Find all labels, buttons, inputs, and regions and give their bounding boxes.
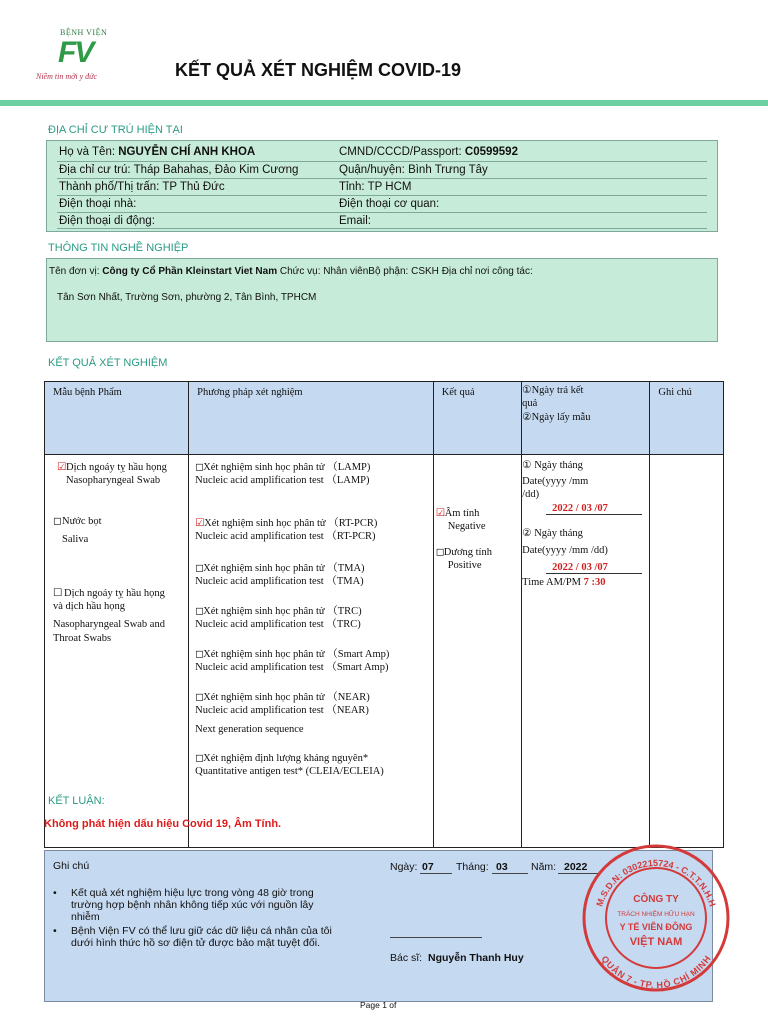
notes-heading: Ghi chú bbox=[53, 860, 90, 872]
stamp-inner-ring bbox=[606, 868, 706, 968]
results-heading: KẾT QUẢ XÉT NGHIỆM bbox=[48, 357, 168, 369]
date2-label: ② Ngày tháng bbox=[522, 528, 583, 539]
method-4-vi: Xét nghiệm sinh học phân tử （Smart Amp) bbox=[203, 649, 390, 660]
note-1-bullet: • bbox=[53, 925, 57, 937]
sample-1-check: ◻ bbox=[53, 516, 62, 527]
mobile-label: Điện thoại di động: bbox=[59, 215, 155, 227]
workplace-label: Địa chỉ nơi công tác: bbox=[441, 266, 533, 277]
position-value: Nhân viên bbox=[323, 266, 369, 277]
month-label: Tháng: bbox=[456, 861, 489, 873]
header-rule bbox=[0, 100, 768, 106]
stamp-line-4: VIỆT NAM bbox=[629, 936, 683, 948]
doctor-label: Bác sĩ: bbox=[390, 952, 423, 964]
time-field bbox=[522, 576, 605, 589]
id-label: CMND/CCCD/Passport: bbox=[339, 146, 462, 158]
sample-0-en: Nasopharyngeal Swab bbox=[66, 475, 161, 486]
method-2-vi: Xét nghiệm sinh học phân tử （TMA) bbox=[203, 563, 365, 574]
header-date1: ①Ngày trả kết bbox=[522, 385, 584, 396]
result-0-en: Negative bbox=[447, 521, 486, 532]
page-title: KẾT QUẢ XÉT NGHIỆM COVID-19 bbox=[175, 60, 462, 80]
sample-2-name2: và dịch hầu họng bbox=[53, 601, 126, 612]
method-5-vi: Xét nghiệm sinh học phân tử （NEAR) bbox=[203, 692, 370, 703]
city-value: TP Thủ Đức bbox=[162, 181, 225, 193]
unit-value: Công ty Cổ Phần Kleinstart Viet Nam bbox=[102, 266, 278, 277]
stamp-line-1: CÔNG TY bbox=[633, 894, 679, 905]
year-value: 2022 bbox=[564, 861, 588, 873]
name-label: Họ và Tên: bbox=[59, 146, 116, 158]
sample-2-check: ☐ bbox=[53, 588, 63, 599]
stamp-ring-bottom-text: QUẬN 7 - TP. HỒ CHÍ MINH bbox=[599, 953, 713, 991]
company-stamp bbox=[580, 842, 732, 994]
method-0-en: Nucleic acid amplification test （LAMP) bbox=[195, 475, 370, 486]
dept-label: Bộ phận: bbox=[368, 266, 409, 277]
time-label: Time AM/PM bbox=[522, 577, 582, 588]
result-1-check: ◻ bbox=[435, 547, 445, 558]
day-label: Ngày: bbox=[390, 861, 418, 873]
date2-format: Date(yyyy /mm /dd) bbox=[522, 545, 608, 556]
date2-value: 2022 / 03 /07 bbox=[552, 562, 608, 573]
header-sample: Mẫu bệnh Phẩm bbox=[53, 387, 122, 398]
logo-mark: FV bbox=[58, 36, 93, 69]
results-header-row bbox=[45, 382, 724, 455]
note-0-l3: nhiễm bbox=[71, 911, 100, 923]
result-0-vi: Âm tính bbox=[444, 508, 480, 519]
time-separator: : bbox=[588, 577, 596, 588]
logo-tagline: Niềm tin mới y đức bbox=[36, 72, 98, 81]
date1-format: Date(yyyy /mm bbox=[522, 476, 589, 487]
id-field bbox=[339, 146, 518, 158]
header-date1b: quả bbox=[522, 398, 538, 409]
method-4-en: Nucleic acid amplification test （Smart Amp) bbox=[195, 662, 389, 673]
email-label: Email: bbox=[339, 215, 371, 227]
city-field bbox=[59, 181, 225, 193]
conclusion-text: Không phát hiện dấu hiệu Covid 19, Âm Tính. bbox=[44, 818, 282, 830]
method-1-check: ☑ bbox=[195, 518, 205, 529]
sample-2-name: Dịch ngoáy tỵ hầu họng bbox=[64, 588, 165, 599]
method-1-en: Nucleic acid amplification test （RT-PCR) bbox=[195, 531, 376, 542]
district-field bbox=[339, 164, 488, 176]
header-result: Kết quả bbox=[441, 387, 475, 398]
city-label: Thành phố/Thị trấn: bbox=[59, 181, 160, 193]
method-6-en: Quantitative antigen test* (CLEIA/ECLEIA) bbox=[195, 766, 384, 777]
id-value: C0599592 bbox=[464, 146, 518, 158]
sample-2-en: Nasopharyngeal Swab and bbox=[53, 619, 165, 630]
day-value: 07 bbox=[422, 861, 434, 873]
note-cell bbox=[650, 455, 723, 847]
province-value: TP HCM bbox=[367, 181, 412, 193]
stamp-line-2: TRÁCH NHIỆM HỮU HẠN bbox=[617, 911, 695, 918]
method-5-check: ◻ bbox=[195, 692, 204, 703]
method-2-check: ◻ bbox=[195, 563, 204, 574]
method-1-vi: Xét nghiệm sinh học phân tử （RT-PCR) bbox=[204, 518, 378, 529]
result-1-vi: Dương tính bbox=[443, 547, 492, 558]
method-6-check: ◻ bbox=[195, 753, 204, 764]
time-hour: 7 bbox=[583, 577, 589, 588]
result-cell bbox=[434, 455, 521, 847]
date-cell bbox=[522, 455, 649, 847]
notes-box bbox=[44, 850, 386, 1002]
district-value: Bình Trưng Tây bbox=[408, 164, 488, 176]
sample-1-en: Saliva bbox=[62, 534, 89, 545]
method-3-check: ◻ bbox=[195, 606, 204, 617]
note-0-l1: Kết quả xét nghiệm hiệu lực trong vòng 48 giờ trong bbox=[71, 887, 314, 899]
sample-2-en2: Throat Swabs bbox=[53, 633, 112, 644]
home-phone-label: Điện thoại nhà: bbox=[59, 198, 137, 210]
results-body-row bbox=[45, 455, 724, 848]
address-box bbox=[46, 140, 718, 232]
sample-1-name: Nước bọt bbox=[62, 516, 102, 527]
date1-format2: /dd) bbox=[522, 489, 540, 500]
address-heading: ĐỊA CHỈ CƯ TRÚ HIỆN TẠI bbox=[48, 124, 183, 136]
method-6-vi: Xét nghiệm định lượng kháng nguyên* bbox=[203, 753, 369, 764]
position-label: Chức vụ: bbox=[279, 266, 321, 277]
address-label: Địa chỉ cư trú: bbox=[59, 164, 131, 176]
logo-top-text: BỆNH VIỆN bbox=[60, 28, 108, 37]
method-2-en: Nucleic acid amplification test （TMA) bbox=[195, 576, 364, 587]
method-4-check: ◻ bbox=[195, 649, 204, 660]
note-0-l2: trường hợp bệnh nhân không tiếp xúc với nguồn lây bbox=[71, 899, 314, 911]
date1-label: ① Ngày tháng bbox=[522, 460, 583, 471]
method-5-en: Nucleic acid amplification test （NEAR) bbox=[195, 705, 369, 716]
time-minute: 30 bbox=[595, 577, 606, 588]
occupation-line bbox=[49, 266, 533, 277]
method-3-vi: Xét nghiệm sinh học phân tử （TRC) bbox=[203, 606, 362, 617]
header-date2: ②Ngày lấy mẫu bbox=[522, 412, 591, 423]
note-1-l2: dưới hình thức hồ sơ điện tử được bảo mật tuyệt đối. bbox=[71, 937, 320, 949]
address-value: Tháp Bahahas, Đảo Kim Cương bbox=[133, 164, 299, 176]
year-label: Năm: bbox=[531, 861, 557, 873]
results-table bbox=[44, 381, 724, 848]
result-0-check: ☑ bbox=[435, 508, 446, 519]
note-1-l1: Bệnh Viện FV có thể lưu giữ các dữ liệu cá nhân của tôi bbox=[71, 925, 332, 937]
office-phone-label: Điện thoại cơ quan: bbox=[339, 198, 440, 210]
sample-0-name: Dịch ngoáy tỵ hầu họng bbox=[66, 462, 167, 473]
method-3-en: Nucleic acid amplification test （TRC) bbox=[195, 619, 361, 630]
district-label: Quận/huyện: bbox=[339, 164, 405, 176]
sample-0-check: ☑ bbox=[57, 462, 67, 473]
stamp-ring-text: M.S.D.N: 0302215724 - C.T.T.N.H.H bbox=[594, 857, 718, 908]
stamp-line-3: Y TẾ VIỄN ĐÔNG bbox=[619, 922, 693, 932]
date1-value: 2022 / 03 /07 bbox=[552, 503, 608, 514]
conclusion-heading: KẾT LUẬN: bbox=[48, 795, 105, 807]
occupation-heading: THÔNG TIN NGHỀ NGHIỆP bbox=[48, 242, 189, 254]
result-1-en: Positive bbox=[447, 560, 482, 571]
address-field bbox=[59, 164, 298, 176]
sample-cell bbox=[45, 455, 188, 847]
workplace-value: Tân Sơn Nhất, Trường Sơn, phường 2, Tân Bình, TPHCM bbox=[57, 292, 317, 303]
month-value: 03 bbox=[496, 861, 508, 873]
hospital-logo bbox=[36, 28, 136, 88]
note-0-bullet: • bbox=[53, 887, 57, 899]
method-0-vi: Xét nghiệm sinh học phân tử （LAMP) bbox=[203, 462, 371, 473]
province-label: Tỉnh: bbox=[339, 181, 365, 193]
header-method: Phương pháp xét nghiệm bbox=[197, 387, 303, 398]
name-value: NGUYỄN CHÍ ANH KHOA bbox=[118, 146, 256, 158]
method-cell bbox=[189, 455, 433, 847]
page-number: Page 1 of bbox=[360, 1000, 397, 1010]
occupation-box bbox=[46, 258, 718, 342]
dept-value: CSKH bbox=[411, 266, 439, 277]
method-5-extra: Next generation sequence bbox=[195, 724, 304, 735]
name-field bbox=[59, 146, 255, 158]
doctor-name: Nguyễn Thanh Huy bbox=[428, 952, 524, 964]
unit-label: Tên đơn vị: bbox=[49, 266, 100, 277]
province-field bbox=[339, 181, 411, 193]
header-note: Ghi chú bbox=[658, 387, 692, 398]
method-0-check: ◻ bbox=[195, 462, 204, 473]
